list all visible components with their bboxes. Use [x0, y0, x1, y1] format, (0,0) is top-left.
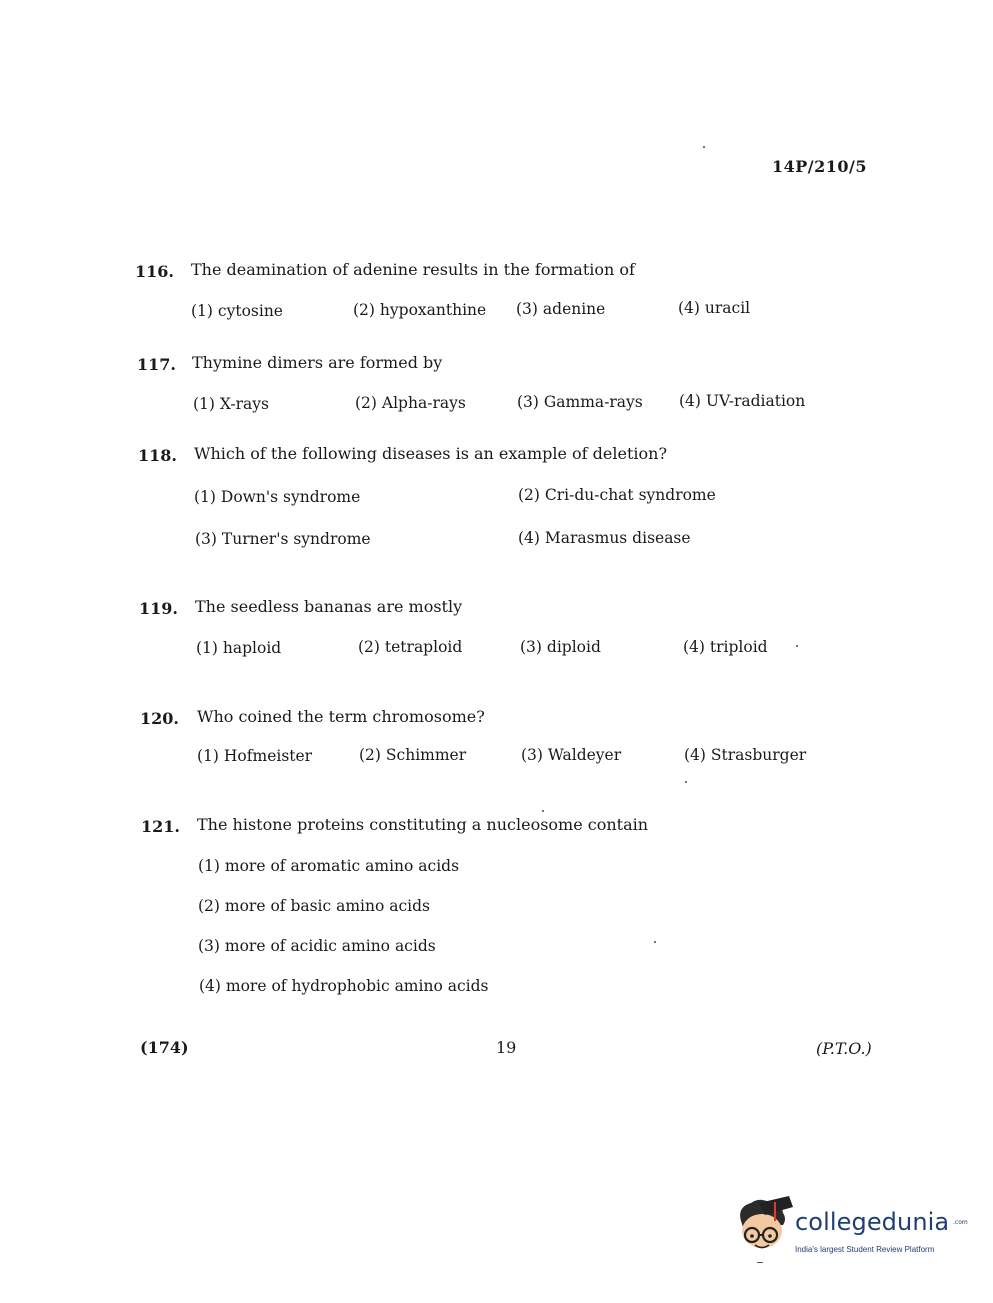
- option-text: triploid: [709, 638, 768, 656]
- scan-speck: [542, 810, 544, 812]
- option-label: (3): [198, 937, 220, 955]
- question-number: 120.: [140, 709, 179, 728]
- option-text: diploid: [546, 638, 601, 656]
- option: [521, 746, 621, 764]
- option-label: (1): [197, 747, 219, 765]
- question-text: The histone proteins constituting a nucleosome contain: [197, 815, 649, 834]
- option: [683, 638, 768, 656]
- scan-speck: [654, 941, 656, 943]
- option-text: more of aromatic amino acids: [224, 857, 460, 875]
- question-text: The deamination of adenine results in the formation of: [191, 260, 635, 279]
- option: [198, 937, 436, 955]
- footer-code: (174): [140, 1038, 189, 1057]
- option-label: (4): [518, 529, 540, 547]
- option-label: (3): [516, 300, 538, 318]
- option-label: (2): [355, 394, 377, 412]
- option: [197, 747, 312, 765]
- option-label: (1): [193, 395, 215, 413]
- option: [199, 977, 488, 995]
- option-text: X-rays: [219, 395, 269, 413]
- mascot-icon: [733, 1193, 795, 1263]
- option-text: Hofmeister: [223, 747, 313, 765]
- option: [518, 529, 691, 547]
- option: [198, 857, 459, 875]
- option-text: Schimmer: [385, 746, 467, 764]
- option-label: (4): [199, 977, 221, 995]
- option-text: more of hydrophobic amino acids: [225, 977, 489, 995]
- collegedunia-logo: [733, 1193, 968, 1273]
- option-text: Alpha-rays: [381, 394, 466, 412]
- option-text: Strasburger: [710, 746, 807, 764]
- option: [195, 530, 371, 548]
- option-text: UV-radiation: [705, 392, 806, 410]
- logo-domain: .com: [953, 1219, 968, 1226]
- question-text: The seedless bananas are mostly: [195, 597, 463, 616]
- option-label: (1): [191, 302, 213, 320]
- option-text: more of basic amino acids: [224, 897, 431, 915]
- option-text: cytosine: [217, 302, 283, 320]
- option-label: (2): [518, 486, 540, 504]
- option-label: (1): [194, 488, 216, 506]
- option: [516, 300, 605, 318]
- option-text: Turner's syndrome: [221, 530, 371, 548]
- option-text: tetraploid: [384, 638, 463, 656]
- option: [353, 301, 486, 319]
- question-text: Thymine dimers are formed by: [192, 353, 443, 372]
- option-label: (4): [678, 299, 700, 317]
- option: [198, 897, 430, 915]
- option-text: uracil: [704, 299, 751, 317]
- option: [191, 302, 283, 320]
- option: [193, 395, 269, 413]
- option: [196, 639, 281, 657]
- option-label: (2): [359, 746, 381, 764]
- option-text: Marasmus disease: [544, 529, 691, 547]
- option: [678, 299, 750, 317]
- option: [679, 392, 805, 410]
- option: [520, 638, 601, 656]
- option-label: (2): [358, 638, 380, 656]
- option: [684, 746, 806, 764]
- option-label: (3): [521, 746, 543, 764]
- option-text: Gamma-rays: [543, 393, 643, 411]
- option: [517, 393, 643, 411]
- question-number: 118.: [138, 446, 177, 465]
- logo-tagline: India's largest Student Review Platform: [795, 1245, 935, 1254]
- scan-speck: [703, 146, 705, 148]
- option-text: Cri-du-chat syndrome: [544, 486, 716, 504]
- question-number: 121.: [141, 817, 180, 836]
- option-label: (4): [684, 746, 706, 764]
- option-label: (4): [683, 638, 705, 656]
- question-text: Which of the following diseases is an example of deletion?: [194, 444, 668, 463]
- question-number: 116.: [135, 262, 174, 281]
- option-text: adenine: [542, 300, 606, 318]
- option: [194, 488, 360, 506]
- option-label: (4): [679, 392, 701, 410]
- option: [358, 638, 462, 656]
- option-label: (2): [353, 301, 375, 319]
- option-label: (1): [196, 639, 218, 657]
- option-label: (3): [520, 638, 542, 656]
- scan-speck: [796, 645, 798, 647]
- logo-wordmark: collegedunia: [795, 1208, 950, 1236]
- option: [355, 394, 466, 412]
- option-text: haploid: [222, 639, 282, 657]
- option-label: (1): [198, 857, 220, 875]
- option-text: Down's syndrome: [220, 488, 361, 506]
- pto-label: (P.T.O.): [816, 1039, 872, 1058]
- page-number: 19: [496, 1038, 517, 1057]
- question-text: Who coined the term chromosome?: [197, 707, 485, 726]
- question-number: 117.: [137, 355, 176, 374]
- option-label: (2): [198, 897, 220, 915]
- option-text: Waldeyer: [547, 746, 622, 764]
- option-text: hypoxanthine: [379, 301, 487, 319]
- question-number: 119.: [139, 599, 178, 618]
- option: [518, 486, 716, 504]
- paper-code: 14P/210/5: [772, 157, 868, 176]
- option-label: (3): [517, 393, 539, 411]
- option: [359, 746, 466, 764]
- option-label: (3): [195, 530, 217, 548]
- option-text: more of acidic amino acids: [224, 937, 436, 955]
- scan-speck: [685, 781, 687, 783]
